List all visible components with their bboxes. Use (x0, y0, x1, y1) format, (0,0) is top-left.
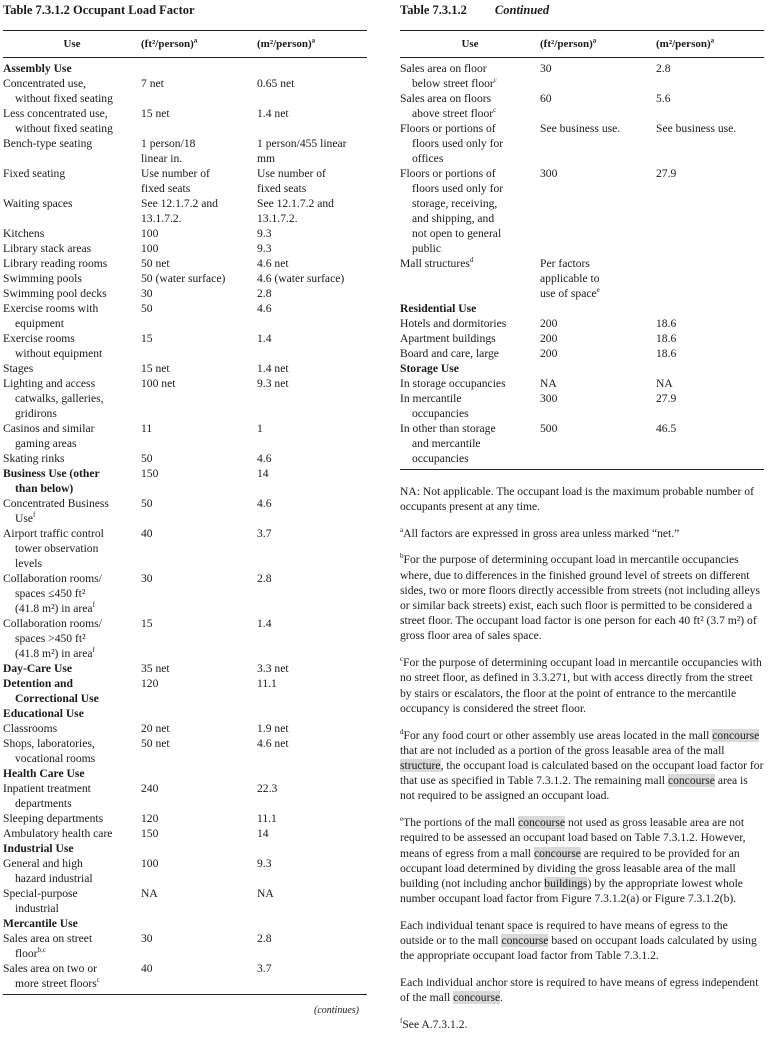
cell-m: 3.3 net (257, 662, 289, 675)
search-highlight: concourse (518, 816, 566, 830)
cell-ft: 300 (540, 167, 558, 180)
table-row (3, 496, 367, 526)
cell-use: Airport traffic control tower observation levels (3, 527, 104, 570)
table-row (400, 61, 764, 91)
divider (3, 994, 367, 995)
cell-use: Special-purpose industrial (3, 887, 78, 915)
cell-m: 11.1 (257, 812, 277, 825)
header-use: Use (63, 38, 81, 50)
cell-ft: Per factors applicable to use of space$^e$ (540, 257, 600, 300)
table-right (400, 0, 764, 1044)
cell-m (656, 361, 764, 376)
section-row (3, 676, 367, 706)
table-header (3, 31, 367, 57)
table-row (400, 256, 764, 301)
cell-use: Floors or portions of floors used only for offices (400, 122, 504, 165)
cell-m: 14 (257, 827, 269, 840)
section-row (400, 301, 764, 316)
cell-ft: 200 (540, 347, 558, 360)
cell-ft: 1 person/18 linear in. (141, 137, 196, 165)
cell-m: 1.4 net (257, 362, 289, 375)
table-row (400, 166, 764, 256)
cell-ft: 50 net (141, 257, 170, 270)
cell-use: Swimming pool decks (3, 287, 107, 300)
cell-m (257, 841, 367, 856)
cell-m: 4.6 (257, 452, 272, 465)
section-row (3, 706, 367, 721)
table-row (3, 526, 367, 571)
table-row (3, 76, 367, 106)
cell-ft: 30 (141, 932, 153, 945)
table-row (3, 421, 367, 451)
cell-use: Classrooms (3, 722, 58, 735)
cell-ft: 240 (141, 782, 159, 795)
cell-use: Stages (3, 362, 34, 375)
table-row (400, 316, 764, 331)
header-use: Use (461, 38, 479, 50)
cell-ft: 40 (141, 527, 153, 540)
cell-ft: 50 net (141, 737, 170, 750)
table-row (3, 301, 367, 331)
table-row (400, 346, 764, 361)
note-b: $^b$For the purpose of determining occupant load in mercantile occupancies where, due to differences in the finished ground level of streets on different sides, two or more floors directly accessible from streets (not including alleys or similar back streets) exist, each such floor is permitted to be considered a street floor. The occupant load factor is one person for each 40 ft² (3.7 m²) of gross floor area of sales space. (400, 552, 760, 643)
cell-ft: 35 net (141, 662, 170, 675)
cell-m: NA (257, 887, 274, 900)
cell-m: NA (656, 377, 673, 390)
cell-m: 2.8 (257, 572, 272, 585)
table-row (3, 856, 367, 886)
section-row (3, 766, 367, 781)
cell-ft (141, 841, 257, 856)
cell-use: Floors or portions of floors used only for storage, receiving, and shipping, and not open to general public (400, 167, 504, 255)
table-title-continued: Table 7.3.1.2 Continued (400, 3, 550, 17)
section-row (3, 466, 367, 496)
cell-m: 9.3 (257, 857, 272, 870)
cell-use: Mercantile Use (3, 917, 78, 930)
table-row (3, 571, 367, 616)
section-row (3, 61, 367, 76)
cell-m: 2.8 (257, 287, 272, 300)
section-row (400, 361, 764, 376)
cell-use: Sales area on two or more street floors$^c$ (3, 962, 100, 990)
cell-ft: 50 (141, 302, 153, 315)
table-row (3, 271, 367, 286)
search-highlight: structure (400, 759, 441, 773)
cell-use: Waiting spaces (3, 197, 73, 210)
cell-use: Lighting and access catwalks, galleries, gridirons (3, 377, 104, 420)
cell-m: See business use. (656, 122, 737, 135)
cell-use: In storage occupancies (400, 377, 506, 390)
table-row (400, 391, 764, 421)
search-highlight: concourse (712, 728, 760, 742)
cell-m: 0.65 net (257, 77, 295, 90)
cell-use: Sales area on floors above street floor$^c$ (400, 92, 497, 120)
cell-m: 9.3 (257, 227, 272, 240)
search-highlight: concourse (533, 846, 581, 860)
header-m: (m²/person)$^a$ (656, 36, 715, 50)
cell-ft: 100 (141, 857, 159, 870)
table-row (400, 421, 764, 466)
cell-use: Business Use (other than below) (3, 467, 100, 495)
cell-ft (141, 766, 257, 781)
cell-m: 18.6 (656, 347, 677, 360)
cell-use: Concentrated Business Use$^f$ (3, 497, 109, 525)
cell-use: Bench-type seating (3, 137, 93, 150)
cell-m (257, 766, 367, 781)
table-notes (400, 470, 764, 1032)
cell-ft: 7 net (141, 77, 164, 90)
cell-ft: 300 (540, 392, 558, 405)
cell-m: 1.4 (257, 617, 272, 630)
cell-ft: 11 (141, 422, 153, 435)
cell-m: 4.6 net (257, 737, 289, 750)
cell-use: General and high hazard industrial (3, 857, 93, 885)
cell-m (257, 61, 367, 76)
table-row (3, 826, 367, 841)
cell-m: 4.6 (257, 497, 272, 510)
cell-ft (141, 916, 257, 931)
table-row (3, 166, 367, 196)
cell-ft: 100 (141, 227, 159, 240)
cell-ft: 50 (141, 497, 153, 510)
cell-m: 1 (257, 422, 263, 435)
cell-ft: See 12.1.7.2 and 13.1.7.2. (141, 197, 218, 225)
cell-m: 18.6 (656, 332, 677, 345)
search-highlight: concourse (667, 774, 715, 788)
cell-use: Sales area on floor below street floor$^c$ (400, 62, 497, 90)
table-row (3, 721, 367, 736)
note-e: $^e$The portions of the mall concourse not used as gross leasable area are not required to be assessed an occupant load based on Table 7.3.1.2. However, means of egress from a mall concourse are required to be provided for an occupant load determined by dividing the gross leasable area of the mall building (not including anchor buildings) by the appropriate lowest whole number occupant load factor from Figure 7.3.1.2(a) or Figure 7.3.1.2(b). (400, 815, 746, 906)
cell-m: See 12.1.7.2 and 13.1.7.2. (257, 197, 334, 225)
table-left (3, 0, 367, 995)
cell-ft: 200 (540, 317, 558, 330)
note-anchor: Each individual anchor store is required to have means of egress independent of the mall concourse. (400, 976, 759, 1005)
cell-m: 22.3 (257, 782, 278, 795)
note-a: $^a$All factors are expressed in gross area unless marked “net.” (400, 525, 680, 540)
table-row (400, 91, 764, 121)
note-d: $^d$For any food court or other assembly use areas located in the mall concourse that are not included as a portion of the gross leasable area of the mall structure, the occupant load is calculated based on the occupant load factor for that use as specified in Table 7.3.1.2. The remaining mall concourse area is not required to be assigned an occupant load. (400, 727, 764, 803)
cell-use: Detention and Correctional Use (3, 677, 99, 705)
search-highlight: concourse (453, 991, 501, 1005)
header-ft: (ft²/person)$^a$ (540, 36, 597, 50)
cell-m (257, 706, 367, 721)
cell-use: Shops, laboratories, vocational rooms (3, 737, 96, 765)
cell-ft: See business use. (540, 122, 621, 135)
cell-ft: 15 (141, 617, 153, 630)
cell-m: 1.4 net (257, 107, 289, 120)
cell-m: 1.9 net (257, 722, 289, 735)
cell-use: Sales area on street floor$^{b,c}$ (3, 932, 93, 960)
cell-ft: 15 net (141, 107, 170, 120)
cell-m: 1.4 (257, 332, 272, 345)
section-row (3, 661, 367, 676)
cell-m: 5.6 (656, 92, 671, 105)
cell-use: Inpatient treatment departments (3, 782, 91, 810)
cell-use: Kitchens (3, 227, 45, 240)
cell-m (656, 301, 764, 316)
table-row (3, 376, 367, 421)
cell-m: 2.8 (656, 62, 671, 75)
header-m: (m²/person)$^a$ (257, 36, 316, 50)
cell-use: Apartment buildings (400, 332, 496, 345)
table-row (400, 331, 764, 346)
cell-use: Mall structures$^d$ (400, 256, 474, 270)
continues-note: (continues) (314, 1005, 359, 1016)
cell-m: 4.6 (water surface) (257, 272, 345, 285)
cell-m: 4.6 net (257, 257, 289, 270)
table-row (3, 616, 367, 661)
table-row (3, 286, 367, 301)
cell-ft: 100 net (141, 377, 176, 390)
table-title: Table 7.3.1.2 Occupant Load Factor (3, 3, 195, 17)
cell-m: 9.3 net (257, 377, 289, 390)
cell-use: Industrial Use (3, 842, 74, 855)
cell-ft: 50 (141, 452, 153, 465)
cell-ft: 200 (540, 332, 558, 345)
table-row (3, 961, 367, 991)
cell-use: Swimming pools (3, 272, 82, 285)
table-row (3, 241, 367, 256)
note-na: NA: Not applicable. The occupant load is the maximum probable number of occupants present at any time. (400, 484, 754, 513)
cell-m: 3.7 (257, 962, 272, 975)
cell-use: Library reading rooms (3, 257, 108, 270)
cell-use: Library stack areas (3, 242, 92, 255)
cell-m: 2.8 (257, 932, 272, 945)
cell-ft: NA (141, 887, 158, 900)
cell-use: Hotels and dormitories (400, 317, 507, 330)
cell-use: Board and care, large (400, 347, 499, 360)
table-row (400, 376, 764, 391)
cell-m: 1 person/455 linear mm (257, 137, 347, 165)
cell-use: In other than storage and mercantile occupancies (400, 422, 496, 465)
cell-ft: 30 (141, 287, 153, 300)
table-row (3, 886, 367, 916)
note-f: $^f$See A.7.3.1.2. (400, 1017, 468, 1032)
cell-use: Less concentrated use, without fixed seating (3, 107, 113, 135)
cell-ft: 150 (141, 827, 159, 840)
table-row (3, 361, 367, 376)
cell-ft (540, 361, 656, 376)
cell-use: Storage Use (400, 362, 459, 375)
cell-use: Exercise rooms without equipment (3, 332, 103, 360)
cell-use: Residential Use (400, 302, 477, 315)
cell-use: Exercise rooms with equipment (3, 302, 99, 330)
table-row (3, 136, 367, 166)
cell-use: Assembly Use (3, 62, 72, 75)
note-c: $^c$For the purpose of determining occupant load in mercantile occupancies with no street floor, as defined in 3.3.271, but with access directly from the street by stairs or escalators, the floor at the point of entrance to the mercantile occupancy is considered the street floor. (400, 655, 762, 715)
cell-use: Educational Use (3, 707, 84, 720)
table-body (400, 58, 764, 466)
cell-use: In mercantile occupancies (400, 392, 469, 420)
cell-use: Casinos and similar gaming areas (3, 422, 95, 450)
cell-ft: 15 (141, 332, 153, 345)
cell-m: 46.5 (656, 422, 677, 435)
section-row (3, 841, 367, 856)
table-row (3, 781, 367, 811)
cell-ft: 15 net (141, 362, 170, 375)
cell-use: Fixed seating (3, 167, 66, 180)
cell-m: 11.1 (257, 677, 277, 690)
cell-ft: 120 (141, 812, 159, 825)
table-row (3, 226, 367, 241)
cell-m: 27.9 (656, 167, 677, 180)
cell-m: 27.9 (656, 392, 677, 405)
cell-ft (141, 61, 257, 76)
cell-ft: 50 (water surface) (141, 272, 226, 285)
cell-m (656, 256, 764, 301)
cell-ft (141, 706, 257, 721)
table-row (3, 331, 367, 361)
cell-use: Day-Care Use (3, 662, 73, 675)
cell-m: 4.6 (257, 302, 272, 315)
table-row (3, 196, 367, 226)
table-row (3, 451, 367, 466)
cell-use: Collaboration rooms/ spaces ≤450 ft² (41.8 m²) in area$^f$ (3, 572, 102, 615)
cell-use: Concentrated use, without fixed seating (3, 77, 113, 105)
cell-ft: 40 (141, 962, 153, 975)
cell-ft: 100 (141, 242, 159, 255)
cell-m: 3.7 (257, 527, 272, 540)
cell-ft: 60 (540, 92, 552, 105)
cell-ft: 30 (540, 62, 552, 75)
cell-m (257, 916, 367, 931)
table-row (3, 256, 367, 271)
cell-ft: Use number of fixed seats (141, 167, 210, 195)
section-row (3, 916, 367, 931)
cell-ft: NA (540, 377, 557, 390)
header-ft: (ft²/person)$^a$ (141, 36, 198, 50)
cell-m: Use number of fixed seats (257, 167, 326, 195)
cell-use: Collaboration rooms/ spaces >450 ft² (41.8 m²) in area$^f$ (3, 617, 102, 660)
cell-use: Skating rinks (3, 452, 65, 465)
cell-use: Ambulatory health care (3, 827, 113, 840)
cell-ft: 20 net (141, 722, 170, 735)
table-row (3, 736, 367, 766)
table-header (400, 31, 764, 57)
cell-ft: 120 (141, 677, 159, 690)
table-body (3, 58, 367, 991)
table-row (3, 106, 367, 136)
cell-use: Health Care Use (3, 767, 85, 780)
table-row (400, 121, 764, 166)
cell-m: 18.6 (656, 317, 677, 330)
cell-m: 9.3 (257, 242, 272, 255)
cell-m: 14 (257, 467, 269, 480)
cell-ft (540, 301, 656, 316)
search-highlight: buildings (544, 877, 588, 891)
table-row (3, 931, 367, 961)
cell-ft: 500 (540, 422, 558, 435)
cell-ft: 30 (141, 572, 153, 585)
cell-ft: 150 (141, 467, 159, 480)
cell-use: Sleeping departments (3, 812, 104, 825)
table-row (3, 811, 367, 826)
search-highlight: concourse (501, 934, 549, 948)
note-tenant: Each individual tenant space is required to have means of egress to the outside or to the mall concourse based on occupant loads calculated by using the appropriate occupant load factor from Table 7.3.1.2. (400, 919, 757, 963)
